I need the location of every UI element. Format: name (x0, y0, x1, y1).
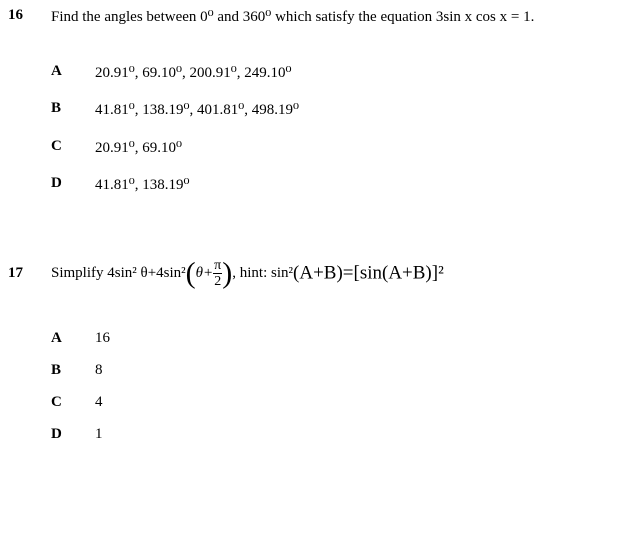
option-letter: B (51, 100, 62, 116)
option-value: 4 (95, 394, 103, 410)
option-letter: C (51, 138, 62, 154)
fraction-denominator: 2 (214, 274, 222, 290)
option-value: 1 (95, 426, 103, 442)
paren-close: ) (222, 256, 233, 290)
option-letter: A (51, 330, 62, 346)
hint-expression: (A+B)=[sin(A+B)]² (293, 262, 444, 284)
option-value: 41.81⁰, 138.19⁰, 401.81⁰, 498.19⁰ (95, 102, 300, 118)
option-value: 16 (95, 330, 110, 346)
question-number: 16 (8, 7, 23, 23)
option-letter: D (51, 175, 62, 191)
hint-label: , hint: sin² (232, 265, 294, 281)
fraction (213, 258, 222, 289)
option-letter: B (51, 362, 62, 378)
question-text (51, 250, 444, 297)
option-letter: C (51, 394, 62, 410)
option-letter: D (51, 426, 62, 442)
question-prefix: Simplify (51, 265, 104, 281)
option-value: 8 (95, 362, 103, 378)
option-letter: A (51, 63, 62, 79)
option-value: 41.81⁰, 138.19⁰ (95, 177, 190, 193)
option-value: 20.91⁰, 69.10⁰ (95, 140, 183, 156)
option-value: 20.91⁰, 69.10⁰, 200.91⁰, 249.10⁰ (95, 65, 292, 81)
math-inner: θ+ (195, 265, 214, 281)
question-number: 17 (8, 265, 23, 281)
math-expression: 4sin² θ+4sin² (107, 265, 186, 281)
paren-open: ( (185, 256, 196, 290)
fraction-numerator: π (214, 258, 222, 274)
question-text: Find the angles between 0⁰ and 360⁰ which satisfy the equation 3sin x cos x = 1. (51, 9, 535, 25)
